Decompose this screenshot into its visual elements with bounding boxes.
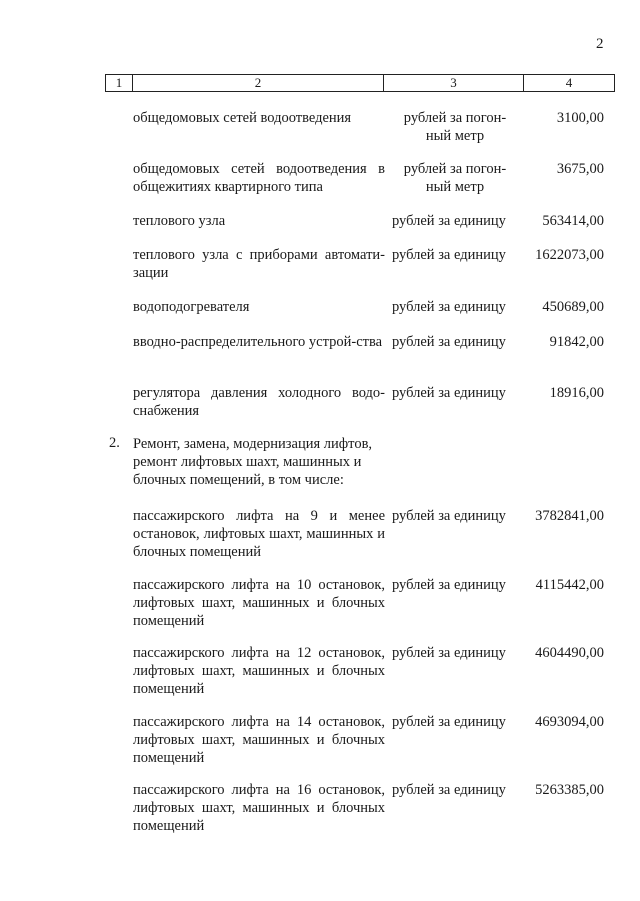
- row-name: теплового узла с приборами автомати-зации: [133, 247, 385, 281]
- row-unit: рублей за единицу: [392, 213, 506, 229]
- row-unit: рублей за единицу: [392, 577, 506, 593]
- section-title: Ремонт, замена, модернизация лифтов, ремонт лифтовых шахт, машинных и блочных помещений, в том числе:: [133, 436, 373, 488]
- table-header: [105, 74, 615, 92]
- row-value: 18916,00: [549, 385, 604, 401]
- row-name: регулятора давления холодного водо-снабжения: [133, 385, 385, 419]
- row-unit: рублей за единицу: [392, 508, 506, 524]
- row-name: теплового узла: [133, 213, 226, 229]
- row-value: 4115442,00: [535, 577, 604, 593]
- row-name: общедомовых сетей водоотведения: [133, 110, 352, 126]
- row-value: 3100,00: [556, 110, 604, 126]
- row-name: пассажирского лифта на 16 остановок, лифтовых шахт, машинных и блочных помещений: [133, 782, 385, 834]
- row-unit: рублей за единицу: [392, 782, 506, 798]
- header-col-1: 1: [106, 75, 133, 91]
- row-name: вводно-распределительного устрой-ства: [133, 334, 383, 350]
- row-unit: рублей за погон-ный метр: [403, 110, 507, 144]
- row-value: 3782841,00: [535, 508, 604, 524]
- row-name: водоподогревателя: [133, 299, 250, 315]
- page-number: 2: [596, 36, 604, 52]
- section-number: 2.: [109, 435, 120, 451]
- header-col-4: 4: [565, 75, 573, 90]
- row-value: 1622073,00: [535, 247, 604, 263]
- row-value: 4604490,00: [535, 645, 604, 661]
- row-name: пассажирского лифта на 14 остановок, лифтовых шахт, машинных и блочных помещений: [133, 714, 385, 766]
- row-name: пассажирского лифта на 12 остановок, лифтовых шахт, машинных и блочных помещений: [133, 645, 385, 697]
- row-value: 4693094,00: [535, 714, 604, 730]
- row-unit: рублей за единицу: [392, 299, 506, 315]
- row-unit: рублей за единицу: [392, 334, 506, 350]
- row-name: пассажирского лифта на 10 остановок, лифтовых шахт, машинных и блочных помещений: [133, 577, 385, 629]
- row-unit: рублей за единицу: [392, 385, 506, 401]
- row-value: 450689,00: [542, 299, 604, 315]
- row-value: 91842,00: [549, 334, 604, 350]
- row-unit: рублей за единицу: [392, 247, 506, 263]
- row-unit: рублей за погон-ный метр: [403, 161, 507, 195]
- row-value: 5263385,00: [535, 782, 604, 798]
- row-unit: рублей за единицу: [392, 714, 506, 730]
- row-unit: рублей за единицу: [392, 645, 506, 661]
- header-col-3: 3: [384, 75, 524, 91]
- header-col-2: 2: [133, 75, 384, 91]
- row-value: 563414,00: [542, 213, 604, 229]
- row-value: 3675,00: [556, 161, 604, 177]
- row-name: пассажирского лифта на 9 и менее остановок, лифтовых шахт, машинных и блочных помещений: [133, 508, 385, 560]
- row-name: общедомовых сетей водоотведения в общежитиях квартирного типа: [133, 161, 385, 195]
